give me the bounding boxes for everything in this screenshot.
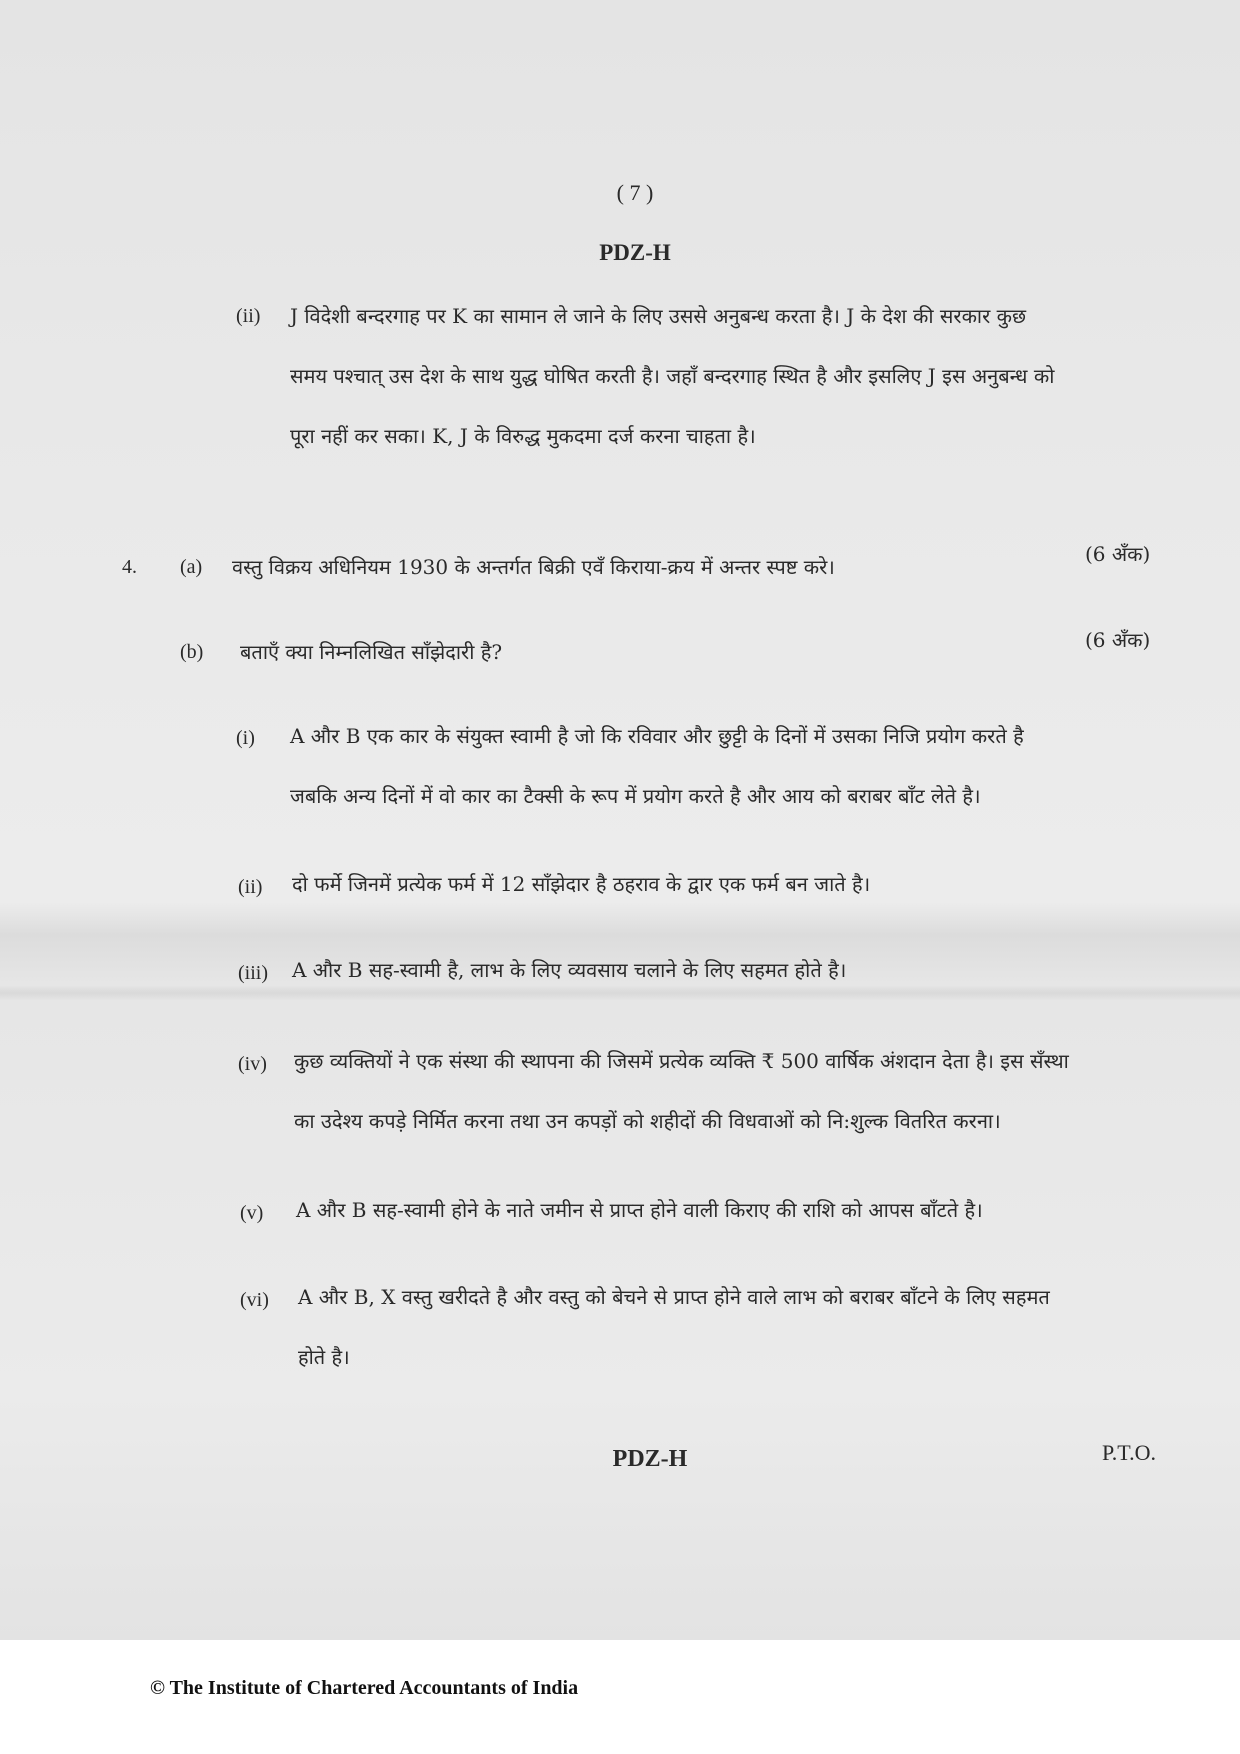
q3-ii-label: (ii) [236,305,261,327]
q4b-text: बताएँ क्या निम्नलिखित साँझेदारी है? [240,640,503,664]
page-fold-shadow [0,985,1240,1001]
please-turn-over: P.T.O. [1102,1440,1156,1465]
q4b-iii-label: (iii) [238,962,268,984]
q4b-label: (b) [180,641,204,663]
q4b-v-label: (v) [240,1202,264,1224]
q4b-vi-line2: होते है। [298,1345,350,1369]
paper-code-footer: PDZ-H [612,1446,688,1472]
q4b-marks: (6 अँक) [1085,628,1151,652]
q3-ii-line2: समय पश्चात् उस देश के साथ युद्ध घोषित करती है। जहाँ बन्दरगाह स्थित है और इसलिए J इस अनुबन्ध को [290,364,1055,388]
q4b-iv-line2: का उदेश्य कपड़े निर्मित करना तथा उन कपड़ों को शहीदों की विधवाओं को नि:शुल्क वितरित करना। [294,1109,1001,1133]
q4b-vi-label: (vi) [240,1289,269,1311]
q4b-i-line1: A और B एक कार के संयुक्त स्वामी है जो कि रविवार और छुट्टी के दिनों में उसका निजि प्रयोग करते है [290,724,1024,748]
q4b-iii-line1: A और B सह-स्वामी है, लाभ के लिए व्यवसाय चलाने के लिए सहमत होते है। [292,958,847,982]
q4b-ii-line1: दो फर्मे जिनमें प्रत्येक फर्म में 12 साँझेदार है ठहराव के द्वार एक फर्म बन जाते है। [292,872,871,896]
q4b-i-line2: जबकि अन्य दिनों में वो कार का टैक्सी के रूप में प्रयोग करते है और आय को बराबर बाँट लेते है। [290,784,981,808]
paper-code-header: PDZ-H [599,240,671,265]
q4b-v-line1: A और B सह-स्वामी होने के नाते जमीन से प्राप्त होने वाली किराए की राशि को आपस बाँटते है। [296,1198,983,1222]
q3-ii-line3: पूरा नहीं कर सका। K, J के विरुद्ध मुकदमा दर्ज करना चाहता है। [290,424,756,448]
q4b-i-label: (i) [236,727,255,749]
q4b-vi-line1: A और B, X वस्तु खरीदते है और वस्तु को बेचने से प्राप्त होने वाले लाभ को बराबर बाँटने के लिए सहमत [298,1285,1050,1309]
q4b-iv-label: (iv) [238,1053,267,1075]
page-number: ( 7 ) [616,180,654,205]
q4b-ii-label: (ii) [238,876,263,898]
q4a-label: (a) [180,556,203,578]
q4a-marks: (6 अँक) [1085,542,1151,566]
q3-ii-line1: J विदेशी बन्दरगाह पर K का सामान ले जाने के लिए उससे अनुबन्ध करता है। J के देश की सरकार कुछ [290,304,1027,328]
q4a-text: वस्तु विक्रय अधिनियम 1930 के अन्तर्गत बिक्री एवँ किराया-क्रय में अन्तर स्पष्ट करे। [232,555,835,579]
q4-number: 4. [122,556,137,578]
q4b-iv-line1: कुछ व्यक्तियों ने एक संस्था की स्थापना की जिसमें प्रत्येक व्यक्ति ₹ 500 वार्षिक अंशदान देता है। इस सँस्था [294,1049,1069,1073]
copyright-notice: © The Institute of Chartered Accountants of India [150,1677,579,1699]
